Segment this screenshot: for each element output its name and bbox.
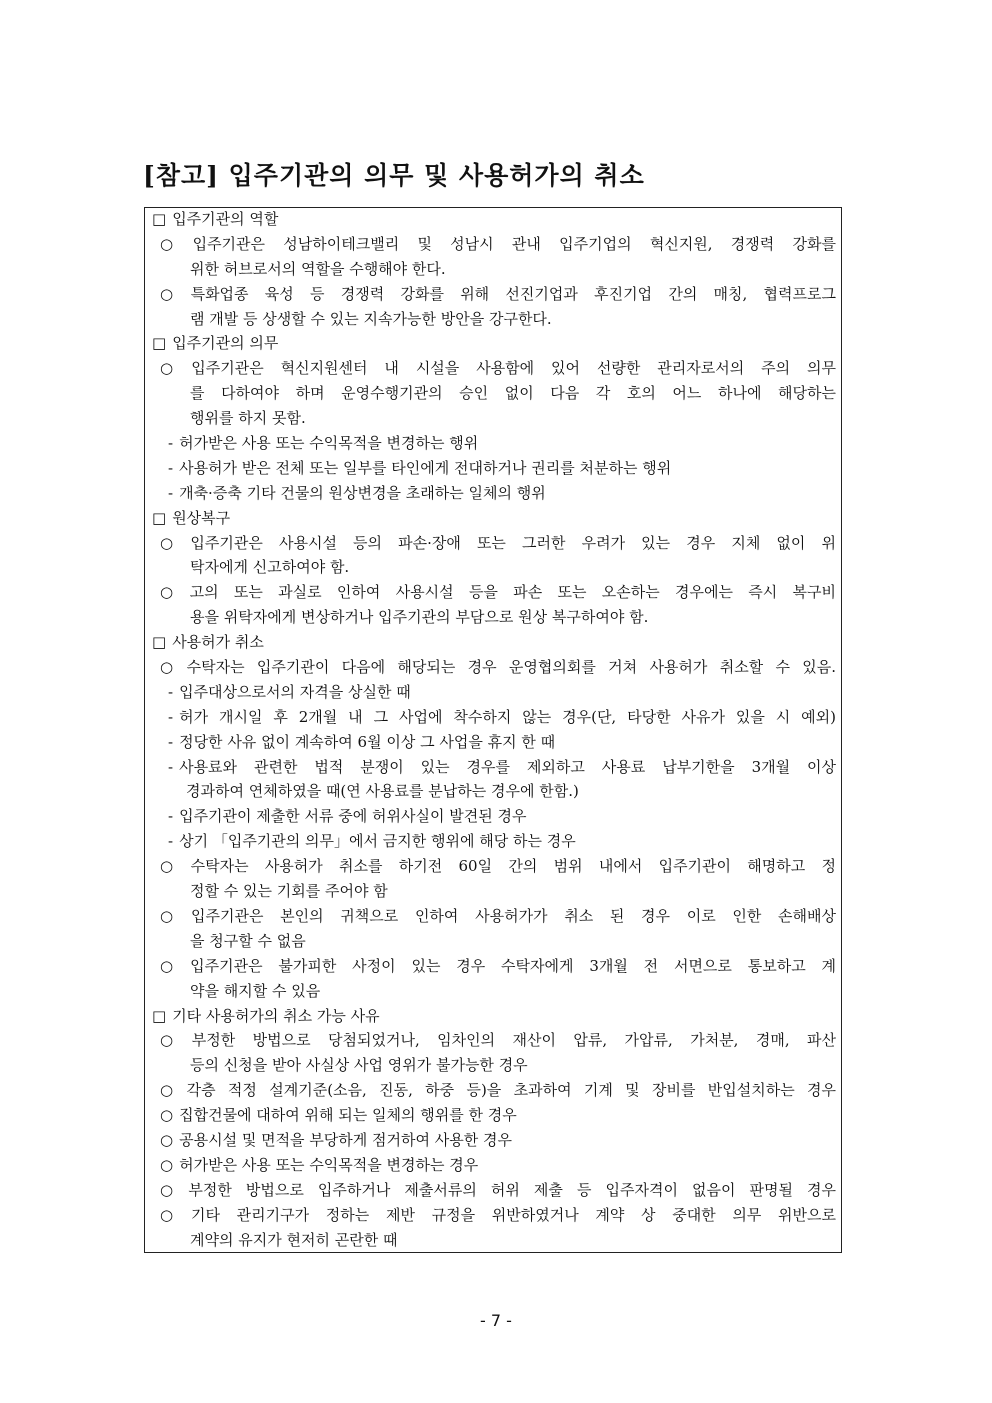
circle-item: ○ 부정한 방법으로 입주하거나 제출서류의 허위 제출 등 입주자격이 없음이 판명될 경우 — [160, 1180, 836, 1199]
circle-bullet-icon: ○ — [160, 906, 186, 925]
dash-item: - 허가 개시일 후 2개월 내 그 사업에 착수하지 않는 경우(단, 타당한 사유가 있을 시 예외) — [168, 707, 836, 726]
document-body — [152, 207, 836, 1252]
circle-item: ○ 기타 관리기구가 정하는 제반 규정을 위반하였거나 계약 상 중대한 의무 위반으로 — [160, 1205, 836, 1224]
circle-item: ○ 입주기관은 성남하이테크밸리 및 성남시 관내 입주기업의 혁신지원, 경쟁력 강화를 — [160, 234, 836, 253]
dash-bullet-icon: - — [168, 434, 174, 453]
dash-bullet-icon: - — [168, 832, 174, 851]
circle-bullet-icon: ○ — [160, 359, 186, 378]
circle-item: ○ 집합건물에 대하여 위해 되는 일체의 행위를 한 경우 — [160, 1106, 517, 1125]
section-heading-cancellation: □ 사용허가 취소 — [152, 633, 264, 652]
circle-bullet-icon: ○ — [160, 658, 181, 677]
dash-item: - 개축·증축 기타 건물의 원상변경을 초래하는 일체의 행위 — [168, 483, 546, 502]
dash-item: - 상기 「입주기관의 의무」에서 금지한 행위에 해당 하는 경우 — [168, 832, 576, 851]
circle-item: ○ 수탁자는 입주기관이 다음에 해당되는 경우 운영협의회를 거쳐 사용허가 취소할 수 있음. — [160, 658, 836, 677]
checkbox-square-icon: □ — [152, 334, 167, 353]
circle-bullet-icon: ○ — [160, 857, 185, 876]
circle-item: ○ 허가받은 사용 또는 수익목적을 변경하는 경우 — [160, 1155, 479, 1174]
circle-bullet-icon: ○ — [160, 1205, 186, 1224]
dash-bullet-icon: - — [168, 458, 174, 477]
continuation-line: 경과하여 연체하였을 때(연 사용료를 분납하는 경우에 한함.) — [186, 782, 579, 801]
checkbox-square-icon: □ — [152, 508, 167, 527]
dash-item: - 사용료와 관련한 법적 분쟁이 있는 경우를 제외하고 사용료 납부기한을 3개월 이상 — [168, 757, 836, 776]
section-heading-other-reasons: □ 기타 사용허가의 취소 가능 사유 — [152, 1006, 380, 1025]
dash-item: - 입주기관이 제출한 서류 중에 허위사실이 발견된 경우 — [168, 807, 527, 826]
circle-item: ○ 각층 적정 설계기준(소음, 진동, 하중 등)을 초과하여 기계 및 장비를 반입설치하는 경우 — [160, 1081, 836, 1100]
circle-bullet-icon: ○ — [160, 533, 185, 552]
dash-item: - 입주대상으로서의 자격을 상실한 때 — [168, 682, 411, 701]
page-number: - 7 - — [480, 1311, 512, 1330]
dash-item: - 정당한 사유 없이 계속하여 6월 이상 그 사업을 휴지 한 때 — [168, 732, 556, 751]
circle-item: ○ 수탁자는 사용허가 취소를 하기전 60일 간의 범위 내에서 입주기관이 해명하고 정 — [160, 857, 836, 876]
page-title: [참고] 입주기관의 의무 및 사용허가의 취소 — [143, 161, 645, 190]
circle-bullet-icon: ○ — [160, 1130, 174, 1149]
dash-bullet-icon: - — [168, 807, 174, 826]
circle-item: ○ 입주기관은 본인의 귀책으로 인하여 사용허가가 취소 된 경우 이로 인한 손해배상 — [160, 906, 836, 925]
circle-item: ○ 부정한 방법으로 당첨되었거나, 임차인의 재산이 압류, 가압류, 가처분, 경매, 파산 — [160, 1031, 836, 1050]
dash-bullet-icon: - — [168, 757, 174, 776]
continuation-line: 행위를 하지 못함. — [190, 409, 306, 428]
circle-item: ○ 특화업종 육성 등 경쟁력 강화를 위해 선진기업과 후진기업 간의 매칭, 협력프로그 — [160, 284, 836, 303]
continuation-line: 등의 신청을 받아 사실상 사업 영위가 불가능한 경우 — [190, 1056, 528, 1075]
circle-bullet-icon: ○ — [160, 956, 185, 975]
circle-bullet-icon: ○ — [160, 1180, 183, 1199]
dash-bullet-icon: - — [168, 483, 174, 502]
dash-item: - 사용허가 받은 전체 또는 일부를 타인에게 전대하거나 권리를 처분하는 행위 — [168, 458, 672, 477]
checkbox-square-icon: □ — [152, 210, 167, 228]
circle-item: ○ 입주기관은 사용시설 등의 파손·장애 또는 그러한 우려가 있는 경우 지체 없이 위 — [160, 533, 836, 552]
section-heading-duty: □ 입주기관의 의무 — [152, 334, 279, 353]
dash-bullet-icon: - — [168, 732, 174, 751]
continuation-line: 정할 수 있는 기회를 주어야 함 — [190, 882, 388, 901]
dash-bullet-icon: - — [168, 682, 174, 701]
continuation-line: 약을 해지할 수 있음 — [190, 981, 321, 1000]
section-heading-role: □ 입주기관의 역할 — [152, 210, 279, 228]
circle-bullet-icon: ○ — [160, 1155, 174, 1174]
circle-item: ○ 공용시설 및 면적을 부당하게 점거하여 사용한 경우 — [160, 1130, 512, 1149]
circle-item: ○ 고의 또는 과실로 인하여 사용시설 등을 파손 또는 오손하는 경우에는 즉시 복구비 — [160, 583, 836, 602]
continuation-line: 램 개발 등 상생할 수 있는 지속가능한 방안을 강구한다. — [190, 309, 552, 328]
checkbox-square-icon: □ — [152, 633, 167, 652]
continuation-line: 계약의 유지가 현저히 곤란한 때 — [190, 1230, 398, 1249]
dash-bullet-icon: - — [168, 707, 174, 726]
continuation-line: 탁자에게 신고하여야 함. — [190, 558, 350, 577]
circle-bullet-icon: ○ — [160, 284, 185, 303]
circle-bullet-icon: ○ — [160, 1031, 186, 1050]
continuation-line: 를 다하여야 하며 운영수행기관의 승인 없이 다음 각 호의 어느 하나에 해당하는 — [190, 384, 836, 403]
circle-item: ○ 입주기관은 혁신지원센터 내 시설을 사용함에 있어 선량한 관리자로서의 주의 의무 — [160, 359, 836, 378]
circle-bullet-icon: ○ — [160, 1106, 174, 1125]
circle-bullet-icon: ○ — [160, 583, 184, 602]
section-heading-restoration: □ 원상복구 — [152, 508, 231, 527]
checkbox-square-icon: □ — [152, 1006, 167, 1025]
continuation-line: 을 청구할 수 없음 — [190, 931, 306, 950]
dash-item: - 허가받은 사용 또는 수익목적을 변경하는 행위 — [168, 434, 479, 453]
circle-bullet-icon: ○ — [160, 1081, 181, 1100]
continuation-line: 용을 위탁자에게 변상하거나 입주기관의 부담으로 원상 복구하여야 함. — [190, 608, 649, 627]
continuation-line: 위한 허브로서의 역할을 수행해야 한다. — [190, 259, 446, 278]
circle-bullet-icon: ○ — [160, 234, 187, 253]
circle-item: ○ 입주기관은 불가피한 사정이 있는 경우 수탁자에게 3개월 전 서면으로 통보하고 계 — [160, 956, 836, 975]
